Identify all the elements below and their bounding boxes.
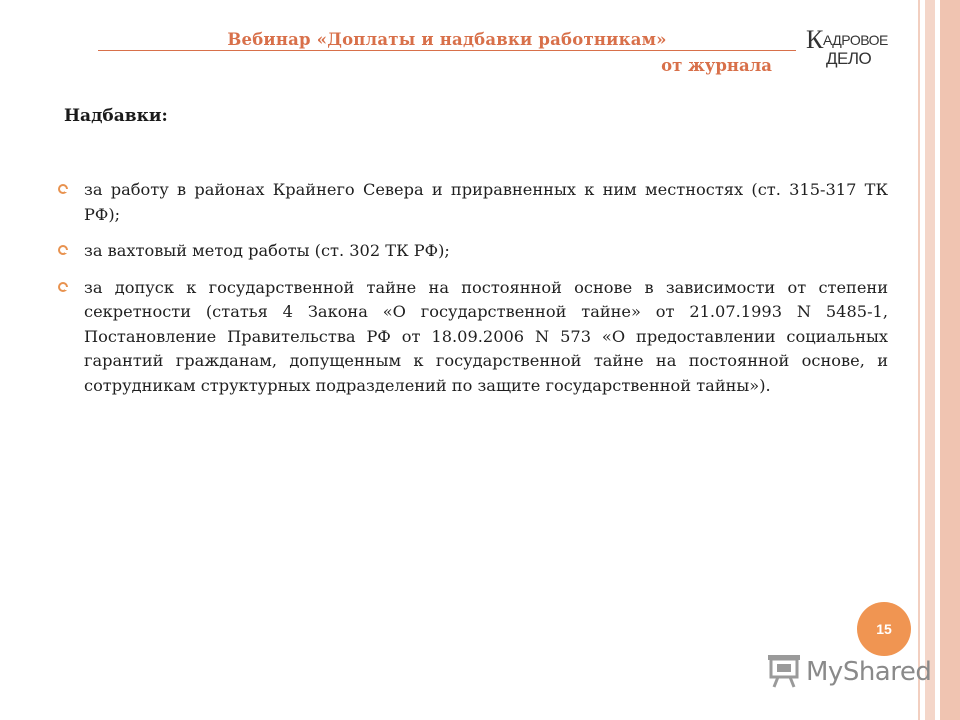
decor-stripe-2: [925, 0, 935, 720]
svg-text:ДЕЛО: ДЕЛО: [826, 49, 872, 68]
decor-stripe-1: [918, 0, 920, 720]
list-item: [58, 239, 888, 264]
section-heading: Надбавки:: [64, 106, 168, 126]
list-item-text: за работу в районах Крайнего Севера и приравненных к ним местностях (ст. 315-317 ТК РФ);: [84, 180, 888, 224]
watermark: [768, 655, 932, 695]
svg-text:АДРОВОЕ: АДРОВОЕ: [823, 32, 888, 48]
slide-header: [0, 0, 960, 100]
svg-text:К: К: [806, 25, 824, 54]
webinar-subtitle: от журнала: [661, 56, 772, 75]
list-item-text: за вахтовый метод работы (ст. 302 ТК РФ);: [84, 241, 450, 260]
list-item: [58, 178, 888, 227]
ring-bullet-icon: [58, 245, 68, 255]
list-item: [58, 276, 888, 399]
page-number-badge: 15: [857, 602, 911, 656]
watermark-text: MyShared: [806, 657, 932, 687]
ring-bullet-icon: [58, 282, 68, 292]
allowance-list: [58, 178, 888, 410]
list-item-text: за допуск к государственной тайне на постоянной основе в зависимости от степени секретности (статья 4 Закона «О государственной тайне» от 21.07.1993 N 5485-1, Постановление Правительства РФ от 18.09.2006 N 573 «О предоставлении социальных гарантий гражданам, допущенным к государственной тайне на постоянной основе, и сотрудникам структурных подразделений по защите государственной тайны»).: [84, 277, 888, 395]
decor-stripe-3: [940, 0, 960, 720]
webinar-title: Вебинар «Доплаты и надбавки работникам»: [98, 30, 796, 51]
presentation-icon: [768, 655, 802, 691]
ring-bullet-icon: [58, 184, 68, 194]
kadrovoe-delo-logo: [806, 24, 904, 74]
